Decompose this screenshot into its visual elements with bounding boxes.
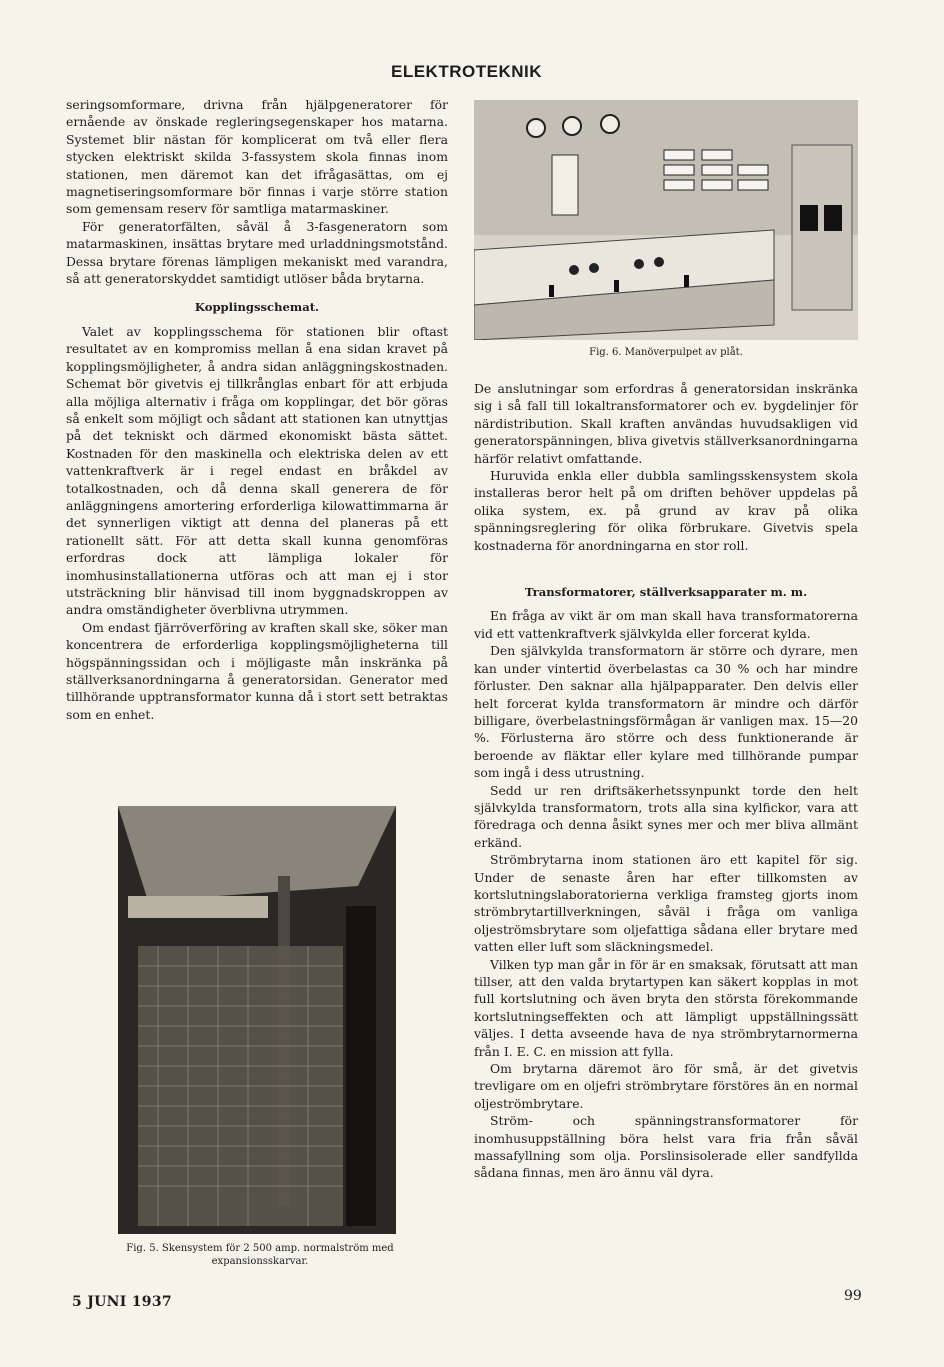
right-column-upper: [474, 380, 858, 1182]
paragraph: För generatorfälten, såväl å 3-fasgeneratorn som matarmaskinen, insättas brytare med urladdningsmotstånd. Dessa brytare förenas lämpligen mekaniskt med varandra, så att generatorskyddet samtidigt utlöser båda brytarna.: [66, 218, 448, 287]
figure-6-photo: [474, 100, 858, 340]
paragraph: Vilken typ man går in för är en smaksak, förutsatt att man tillser, att den valda brytartypen kan säkert kopplas in mot full kortslutning och även bryta den största förekommande kortslutningseffekten och att lämpligt uppställningssätt väljes. I detta avseende hava de nya strömbrytarnormerna från I. E. C. en mission att fylla.: [474, 956, 858, 1059]
figure-5-photo: [118, 806, 396, 1234]
paragraph: Om endast fjärröverföring av kraften skall ske, söker man koncentrera de erforderliga kopplingsmöjligheterna till högspänningssidan och i möjligaste mån inskränka på ställverksanordningarna å generatorsidan. Generator med tillhörande upptransformator kunna då i stort sett betraktas som en enhet.: [66, 619, 448, 722]
figure-5-caption: Fig. 5. Skensystem för 2 500 amp. normalström med expansionsskarvar.: [126, 1243, 394, 1267]
paragraph: En fråga av vikt är om man skall hava transformatorerna vid ett vattenkraftverk självkylda eller forcerat kylda.: [474, 608, 858, 641]
busbar-illustration: [118, 806, 396, 1234]
paragraph: Om brytarna däremot äro för små, är det givetvis trevligare om en oljefri strömbrytare förstöres än en normal oljeströmbrytare.: [474, 1061, 858, 1111]
paragraph: Den självkylda transformatorn är större och dyrare, men kan under vintertid överbelastas ca 30 % och har mindre förluster. Den saknar alla hjälpapparater. Den delvis eller helt forcerat kylda transformatorn är mindre och därför billigare, överbelastningsförmågan är vanligen max. 15—20 %. Förlusterna äro större och dess funktionerande är beroende av fläktar eller kylare med tillhörande pumpar som ingå i dess utrustning.: [474, 643, 858, 781]
section-heading-kopplingsschemat: Kopplingsschemat.: [194, 300, 320, 315]
paragraph: Ström- och spänningstransformatorer för inomhusuppställning böra helst vara fria från såväl massafyllning som olja. Porslinsisolerade eller sandfyllda sådana finnas, men äro ännu väl dyra.: [474, 1113, 858, 1181]
paragraph: seringsomformare, drivna från hjälpgeneratorer för ernående av önskade regleringsegenskaper hos matarna. Systemet blir nästan för komplicerat om två eller flera stycken elektriskt skilda 3-fassystem skola finnas inom stationen, men däremot kan det ifrågasättas, om ej magnetiseringsomformare bör finnas i varje större station som gemensam reserv för samtliga matarmaskiner.: [66, 97, 448, 217]
paragraph: Strömbrytarna inom stationen äro ett kapitel för sig. Under de senaste åren har efter tillkomsten av kortslutningslaboratorierna verkliga framsteg gjorts inom strömbrytartillverkningen, såväl i fråga om vanliga oljeströmsbrytare som oljefattiga sådana eller brytare med vatten eller luft som släckningsmedel.: [474, 852, 858, 955]
section-heading-transformatorer: Transformatorer, ställverksapparater m. m.: [524, 585, 808, 600]
page-number: 99: [844, 1288, 862, 1304]
paragraph: Sedd ur ren driftsäkerhetssynpunkt torde den helt självkylda transformatorn, trots alla sina kylfickor, vara att föredraga och denna åsikt synes mer och mer bliva allmänt erkänd.: [474, 782, 858, 850]
control-desk-illustration: [474, 100, 858, 340]
journal-title: ELEKTROTEKNIK: [391, 62, 542, 81]
left-column: [66, 96, 448, 723]
paragraph: Huruvida enkla eller dubbla samlingsskensystem skola installeras beror helt på om driften behöver uppdelas på olika system, ex. på grund av krav på olika spänningsreglering för olika förbrukare. Givetvis spela kostnaderna för anordningarna en stor roll.: [474, 468, 858, 553]
paragraph: Valet av kopplingsschema för stationen blir oftast resultatet av en kompromiss mellan å ena sidan kravet på kopplingsmöjligheter, å andra sidan anläggningskostnaden. Schemat bör givetvis ej tillkrånglas enbart för att erbjuda alla möjliga alternativ i fråga om kopplingar, det bör göras så enkelt som möjligt och sådant att stationen kan utnyttjas på det tekniskt och därmed ekonomiskt bästa sättet. Kostnaden för den maskinella och elektriska delen av ett vattenkraftverk är i regel endast en bråkdel av totalkostnaden, och då denna skall generera de för anläggningens amortering erforderliga kilowattimmarna är det synnerligen viktigt att denna del planeras på ett rationellt sätt. För att detta skall kunna genomföras erfordras dock att lämpliga lokaler för inomhusinstallationerna utföras och att man ej i stor utsträckning blir hänvisad till inom byggnadskroppen av andra omständigheter överblivna utrymmen.: [66, 323, 448, 618]
issue-date: 5 JUNI 1937: [72, 1294, 172, 1310]
paragraph: De anslutningar som erfordras å generatorsidan inskränka sig i så fall till lokaltransformatorer och ev. bygdelinjer för närdistribution. Skall kraften användas huvudsakligen vid generatorspänningen, bliva givetvis ställverksanordningarna härför relativt omfattande.: [474, 381, 858, 466]
figure-6-caption: Fig. 6. Manöverpulpet av plåt.: [589, 347, 743, 358]
